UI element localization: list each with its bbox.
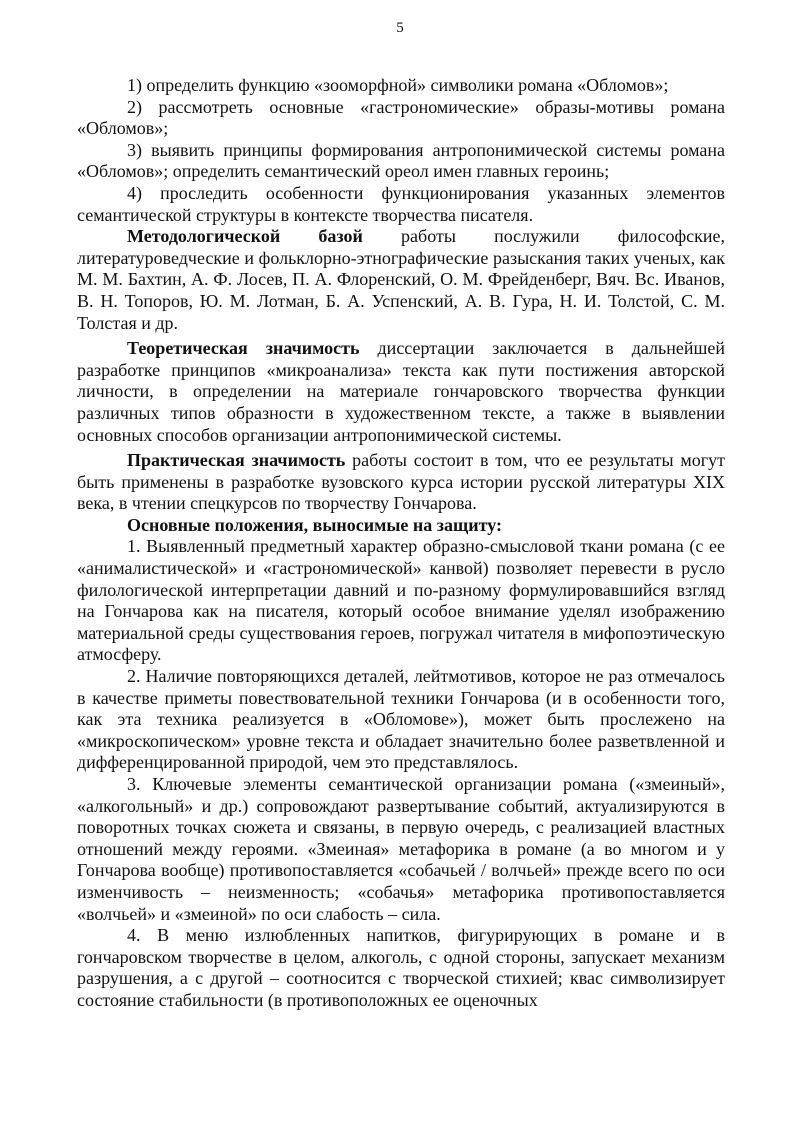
theoretical-lead: Теоретическая значимость xyxy=(127,338,360,359)
thesis-4: 4. В меню излюбленных напитков, фигурирующих в романе и в гончаровском творчестве в целом, алкоголь, с одной стороны, запускает механизм разрушения, а с другой – соотносится с творческой стихией; квас символизирует состояние стабильности (в противоположных ее оценочных xyxy=(77,925,725,1010)
practical-text: работы состоит в том, что ее результаты могут быть применены в разработке вузовского курса истории русской литературы XIX века, в чтении спецкурсов по творчеству Гончарова. xyxy=(77,450,725,514)
methodology-text: работы послужили философские, литературоведческие и фольклорно-этнографические разыскания таких ученых, как М. М. Бахтин, А. Ф. Лосев, П. А. Флоренский, О. М. Фрейденберг, Вяч. Вс. Иванов, В. Н. Топоров, Ю. М. Лотман, Б. А. Успенский, А. В. Гура, Н. И. Толстой, С. М. Толстая и др. xyxy=(77,226,725,333)
thesis-2: 2. Наличие повторяющихся деталей, лейтмотивов, которое не раз отмечалось в качестве приметы повествовательной техники Гончарова (и в особенности того, как эта техника реализуется в «Обломове»), может быть прослежено на «микроскопическом» уровне текста и обладает значительно более разветвленной и дифференцированной природой, чем это представлялось. xyxy=(77,666,725,773)
methodology-lead: Методологической базой xyxy=(127,226,363,247)
task-1: 1) определить функцию «зооморфной» символики романа «Обломов»; xyxy=(127,75,669,95)
methodology-paragraph xyxy=(77,226,725,334)
document-body xyxy=(77,75,725,1012)
theoretical-text: диссертации заключается в дальнейшей разработке принципов «микроанализа» текста как пути постижения авторской личности, в определении на материале гончаровского творчества функции различных типов образности в художественном тексте, а также в выявлении основных способов организации антропонимической системы. xyxy=(77,338,725,445)
task-2: 2) рассмотреть основные «гастрономические» образы-мотивы романа «Обломов»; xyxy=(77,96,725,139)
theses-heading: Основные положения, выносимые на защиту: xyxy=(127,514,502,535)
practical-paragraph xyxy=(77,450,725,515)
task-3: 3) выявить принципы формирования антропонимической системы романа «Обломов»; определить семантический ореол имен главных героинь; xyxy=(77,139,725,182)
theoretical-paragraph xyxy=(77,338,725,446)
thesis-1: 1. Выявленный предметный характер образно-смысловой ткани романа (с ее «анималистической» и «гастрономической» канвой) позволяет перевести в русло филологической интерпретации давний и по-разному формулировавшийся взгляд на Гончарова как на писателя, который особое внимание уделял изображению материальной среды существования героев, погружал читателя в мифопоэтическую атмосферу. xyxy=(77,536,725,665)
page-number: 5 xyxy=(396,20,404,36)
practical-lead: Практическая значимость xyxy=(127,450,346,471)
task-4: 4) проследить особенности функционирования указанных элементов семантической структуры в контексте творчества писателя. xyxy=(77,182,725,225)
thesis-3: 3. Ключевые элементы семантической организации романа («змеиный», «алкогольный» и др.) сопровождают развертывание событий, актуализируются в поворотных точках сюжета и связаны, в первую очередь, с реализацией властных отношений между героями. «Змеиная» метафорика в романе (а во многом и у Гончарова вообще) противопоставляется «собачьей / волчьей» прежде всего по оси изменчивость – неизменность; «собачья» метафорика противопоставляется «волчьей» и «змеиной» по оси слабость – сила. xyxy=(77,774,725,924)
